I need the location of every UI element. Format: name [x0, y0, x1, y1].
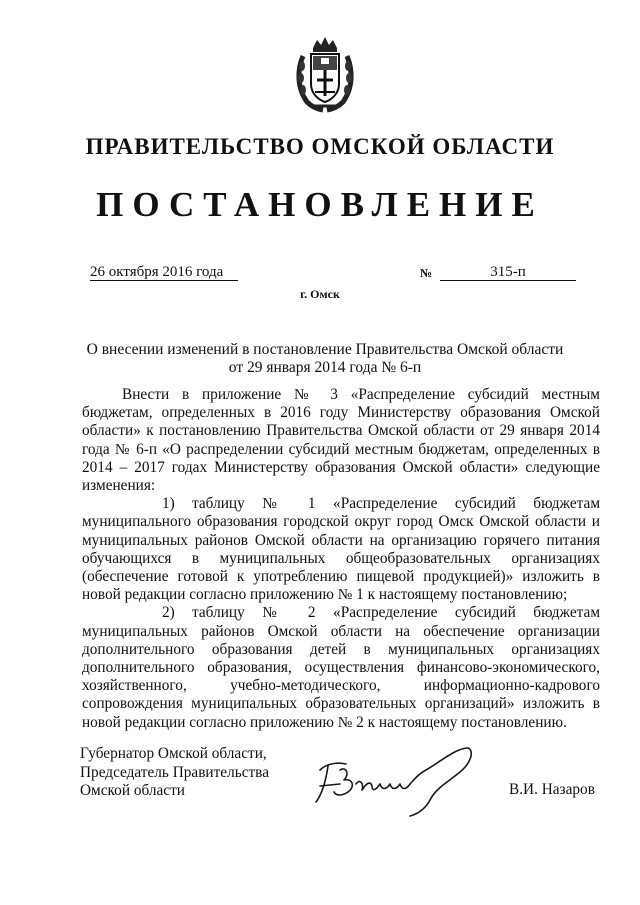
signer-title-line-2: Председатель Правительства	[80, 763, 269, 781]
number-label: №	[420, 266, 433, 280]
handwritten-signature	[306, 740, 482, 820]
document-date: 26 октября 2016 года	[90, 264, 238, 281]
item-text: таблицу № 2 «Распределение субсидий бюджетам муниципальных районов Омской области на обеспечение организации дополнительного образования детей в муниципальных организациях дополнительного образования, осуществления финансово-экономического, хозяйственного, учебно-методического, информационно-кадрового сопровождения муниципальных образовательных организаций» изложить в новой редакции согласно приложению № 2 к настоящему постановлению.	[82, 604, 600, 731]
document-type-title: ПОСТАНОВЛЕНИЕ	[96, 185, 544, 224]
signer-title-line-3: Омской области	[80, 782, 185, 799]
signer-name: В.И. Назаров	[509, 781, 595, 798]
body-item	[82, 495, 600, 604]
item-number: 2)	[162, 604, 175, 622]
document-body	[82, 386, 600, 732]
government-title: ПРАВИТЕЛЬСТВО ОМСКОЙ ОБЛАСТИ	[85, 134, 555, 159]
signer-title	[80, 745, 269, 801]
item-number: 1)	[162, 495, 175, 513]
body-item	[82, 604, 600, 731]
subject-line-1: О внесении изменений в постановление Правительства Омской области	[86, 341, 564, 358]
document-subject	[80, 341, 570, 377]
document-number: 315-п	[440, 264, 576, 281]
city-label: г. Омск	[300, 287, 340, 301]
signer-title-line-1: Губернатор Омской области,	[80, 745, 267, 762]
coat-of-arms-emblem	[293, 34, 357, 114]
subject-line-2: от 29 января 2014 года № 6-п	[228, 359, 422, 376]
body-intro: Внести в приложение № 3 «Распределение субсидий местным бюджетам, определенных в 2016 году Министерству образования Омской области» к постановлению Правительства Омской области от 29 января 2014 года № 6-п «О распределении субсидий местным бюджетам, определенных в 2014 – 2017 годах Министерству образования Омской области» следующие изменения:	[82, 386, 600, 495]
item-text: таблицу № 1 «Распределение субсидий бюджетам муниципального образования городской округ город Омск Омской области и муниципальных районов Омской области на организацию горячего питания обучающихся в муниципальных общеобразовательных организациях (обеспечение готовой к употреблению пищевой продукцией)» изложить в новой редакции согласно приложению № 1 к настоящему постановлению;	[82, 495, 600, 604]
